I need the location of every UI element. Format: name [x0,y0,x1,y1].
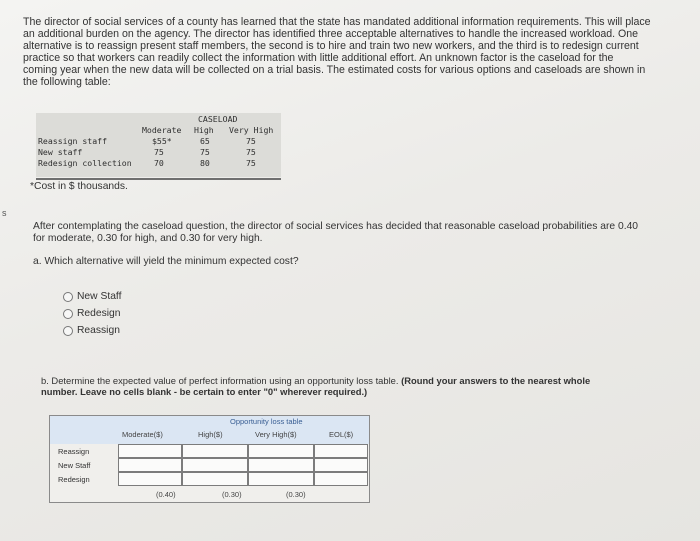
redesign-very-high-input[interactable] [248,472,314,486]
caseload-group-header: CASELOAD [198,114,238,124]
row-label-reassign: Reassign staff [38,136,108,146]
radio-button[interactable] [63,309,73,319]
probabilities-context [33,221,693,245]
row-label-reassign: Reassign [58,447,90,456]
part-b-instructions: number. Leave no cells blank - be certain to enter "0" wherever required.) [41,386,368,397]
new-staff-eol-input[interactable] [314,458,368,472]
prob-moderate: (0.40) [156,490,176,499]
col-very-high-header: Very High($) [255,430,297,439]
intro-line: an additional burden on the agency. The director has identified three acceptable alternatives to handle the increased workload. One [23,28,639,40]
prob-very-high: (0.30) [286,490,306,499]
cell-value: 75 [154,147,164,157]
row-label-new-staff: New staff [38,147,83,157]
option-label: New Staff [77,291,122,302]
reassign-high-input[interactable] [182,444,248,458]
margin-mark: s [2,208,7,218]
cost-footnote: *Cost in $ thousands. [30,181,128,192]
row-label-redesign: Redesign [58,475,90,484]
intro-line: alternative is to reassign present staff members, the second is to hire and train two new workers, and the third is to redesign current [23,40,639,52]
row-label-redesign: Redesign collection [38,158,132,168]
table-divider [36,178,281,180]
cell-value: 65 [200,136,210,146]
reassign-moderate-input[interactable] [118,444,182,458]
part-b-question [41,375,661,397]
option-new-staff[interactable] [63,291,121,302]
radio-button[interactable] [63,292,73,302]
col-eol-header: EOL($) [329,430,354,439]
radio-button[interactable] [63,326,73,336]
prob-high: (0.30) [222,490,242,499]
context-line: After contemplating the caseload question, the director of social services has decided that reasonable caseload probabilities are 0.40 [33,221,639,232]
cell-value: 75 [246,136,256,146]
cell-value: 80 [200,158,210,168]
context-line: for moderate, 0.30 for high, and 0.30 for very high. [33,233,263,244]
col-very-high-header: Very High [229,125,274,135]
intro-line: coming year when the new data will be collected on a trial basis. The estimated costs for various options and caseloads are shown in [23,64,646,76]
col-high-header: High($) [198,430,223,439]
intro-line: the following table: [23,76,111,88]
option-label: Reassign [77,325,120,336]
opportunity-table-title: Opportunity loss table [230,417,303,426]
part-b-text: b. Determine the expected value of perfect information using an opportunity loss table. [41,375,402,386]
option-label: Redesign [77,308,121,319]
part-b-instructions: (Round your answers to the nearest whole [401,375,591,386]
redesign-high-input[interactable] [182,472,248,486]
col-high-header: High [194,125,214,135]
intro-line: The director of social services of a county has learned that the state has mandated additional information requirements. This will place [23,16,651,28]
opportunity-loss-table [49,415,370,503]
cell-value: 70 [154,158,164,168]
new-staff-moderate-input[interactable] [118,458,182,472]
row-label-new-staff: New Staff [58,461,91,470]
option-redesign[interactable] [63,308,121,319]
col-moderate-header: Moderate [142,125,182,135]
cell-value: $55* [152,136,172,146]
redesign-eol-input[interactable] [314,472,368,486]
new-staff-high-input[interactable] [182,458,248,472]
cell-value: 75 [246,158,256,168]
cell-value: 75 [200,147,210,157]
reassign-eol-input[interactable] [314,444,368,458]
redesign-moderate-input[interactable] [118,472,182,486]
part-a-question: a. Which alternative will yield the minimum expected cost? [33,256,299,267]
col-moderate-header: Moderate($) [122,430,163,439]
new-staff-very-high-input[interactable] [248,458,314,472]
option-reassign[interactable] [63,325,120,336]
reassign-very-high-input[interactable] [248,444,314,458]
intro-line: practice so that workers can readily collect the information with little additional effort. An unknown factor is the caseload for the [23,52,614,64]
cell-value: 75 [246,147,256,157]
problem-intro [23,16,683,88]
